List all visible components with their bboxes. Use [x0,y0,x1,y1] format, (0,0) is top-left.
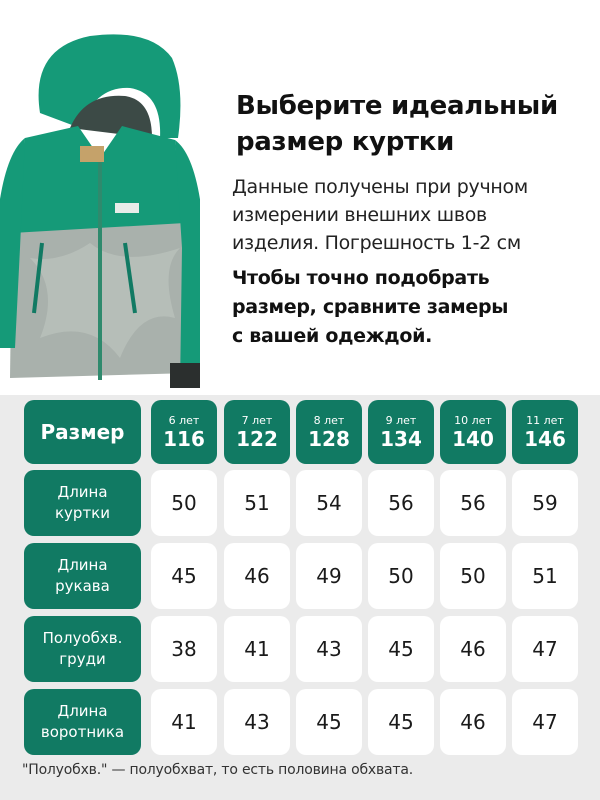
table-cell: 54 [296,470,362,536]
table-cell: 50 [440,543,506,609]
advice-line-3: с вашей одеждой. [232,325,433,347]
table-cell: 46 [224,543,290,609]
header-section [0,0,600,395]
table-cell: 46 [440,689,506,755]
row-label-line: куртки [54,504,110,522]
table-cell: 41 [224,616,290,682]
table-cell: 38 [151,616,217,682]
size-age: 6 лет [168,414,200,427]
jacket-image [0,18,200,388]
row-label-jacket-length [24,470,141,536]
advice-line-1: Чтобы точно подобрать [232,267,490,289]
description-line-2: измерении внешних швов [232,204,487,226]
row-label-line: груди [59,650,106,668]
table-cell: 50 [368,543,434,609]
table-cell: 45 [296,689,362,755]
row-label-line: рукава [55,577,110,595]
description-text [232,173,592,257]
title-line-2: размер куртки [236,127,455,157]
table-cell: 50 [151,470,217,536]
description-line-3: изделия. Погрешность 1-2 см [232,232,521,254]
table-cell: 45 [368,689,434,755]
table-cell: 41 [151,689,217,755]
table-cell: 43 [224,689,290,755]
table-cell: 59 [512,470,578,536]
advice-text [232,264,592,351]
row-label-line: Длина [57,556,108,574]
table-cell: 46 [440,616,506,682]
table-cell: 49 [296,543,362,609]
size-column-header [440,400,506,464]
size-height: 134 [380,427,422,451]
description-line-1: Данные получены при ручном [232,176,528,198]
size-height: 122 [236,427,278,451]
row-label-sleeve-length [24,543,141,609]
footnote: "Полуобхв." — полуобхват, то есть половина обхвата. [22,762,414,778]
size-age: 8 лет [313,414,345,427]
row-label-half-chest [24,616,141,682]
size-height: 128 [308,427,350,451]
page-title [236,88,586,160]
row-label-line: воротника [40,723,125,741]
table-cell: 45 [151,543,217,609]
table-cell: 45 [368,616,434,682]
table-cell: 56 [368,470,434,536]
row-label-line: Полуобхв. [42,629,123,647]
size-column-header [224,400,290,464]
table-cell: 43 [296,616,362,682]
row-label-collar-length [24,689,141,755]
size-age: 9 лет [385,414,417,427]
advice-line-2: размер, сравните замеры [232,296,509,318]
table-cell: 47 [512,616,578,682]
size-age: 11 лет [526,414,564,427]
size-column-header [368,400,434,464]
size-column-header [296,400,362,464]
size-height: 140 [452,427,494,451]
table-cell: 51 [224,470,290,536]
row-label-line: Длина [57,483,108,501]
title-line-1: Выберите идеальный [236,91,558,121]
size-age: 7 лет [241,414,273,427]
size-age: 10 лет [454,414,492,427]
table-cell: 56 [440,470,506,536]
table-cell: 51 [512,543,578,609]
size-height: 146 [524,427,566,451]
size-height: 116 [163,427,205,451]
size-header-label [24,400,141,464]
size-column-header [512,400,578,464]
table-cell: 47 [512,689,578,755]
size-column-header [151,400,217,464]
size-header-text: Размер [40,420,125,444]
row-label-line: Длина [57,702,108,720]
